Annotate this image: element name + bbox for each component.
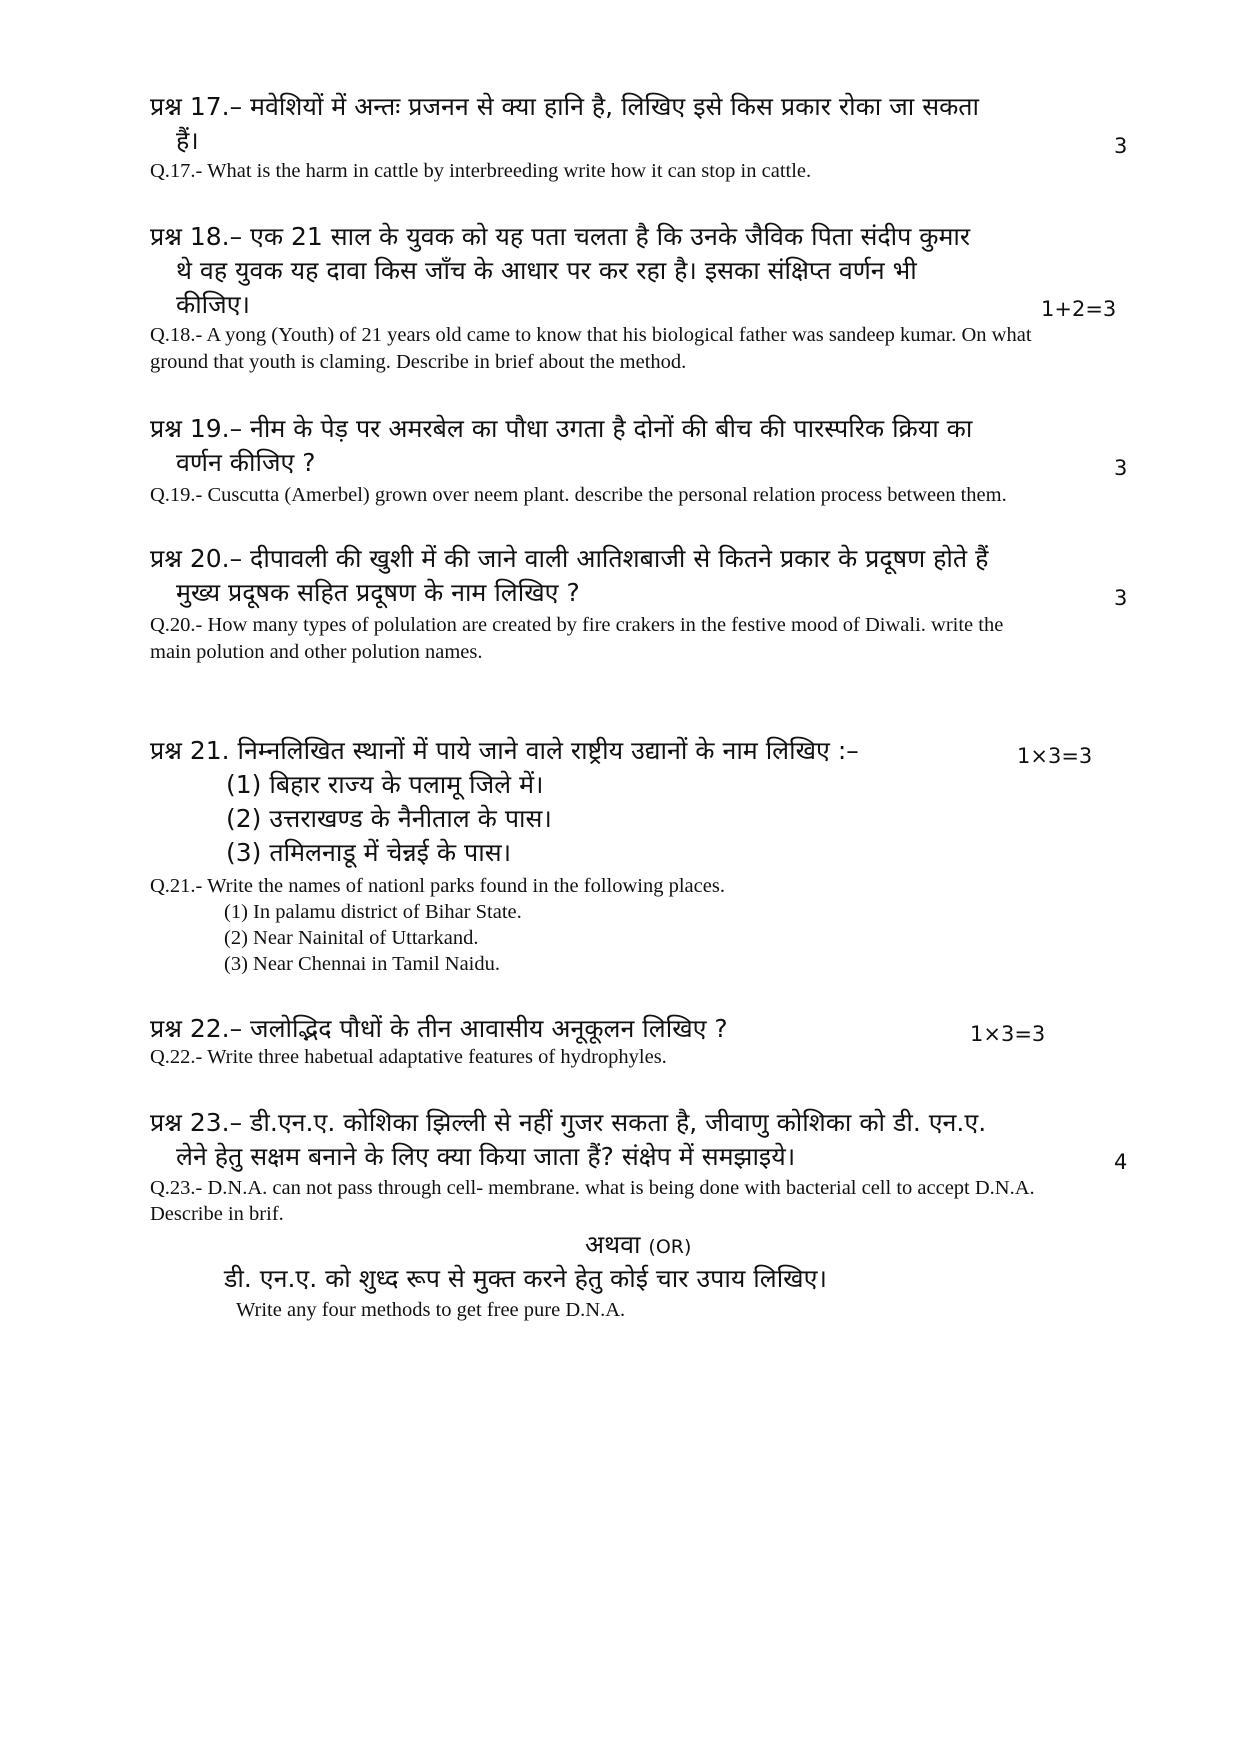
q20-hindi-line-1: प्रश्न 20.– दीपावली की खुशी में की जाने वाली आतिशबाजी से कितने प्रकार के प्रदूषण होते हैं <box>150 544 989 573</box>
q23-or-label <box>585 1228 691 1264</box>
q21-english-line-1: Q.21.- Write the names of nationl parks found in the following places. <box>150 875 725 897</box>
q18-hindi-line-1: प्रश्न 18.– एक 21 साल के युवक को यह पता चलता है कि उनके जैविक पिता संदीप कुमार <box>150 222 971 251</box>
q23-english-line-1: Q.23.- D.N.A. can not pass through cell- membrane. what is being done with bacterial cell to accept D.N.A. <box>150 1177 1035 1199</box>
q20-english-line-1: Q.20.- How many types of polulation are created by fire crakers in the festive mood of Diwali. write the <box>150 614 1004 636</box>
q19-marks: 3 <box>1114 456 1128 480</box>
q22-marks: 1×3=3 <box>970 1022 1046 1046</box>
q21-hindi-item-2: (2) उत्तराखण्ड के नैनीताल के पास। <box>226 804 552 833</box>
q18-hindi-line-3: कीजिए। <box>176 290 251 319</box>
q17-hindi-line-1: प्रश्न 17.– मवेशियों में अन्तः प्रजनन से क्या हानि है, लिखिए इसे किस प्रकार रोका जा सकता <box>150 92 980 121</box>
q23-alternative-english: Write any four methods to get free pure D.N.A. <box>236 1299 626 1321</box>
q23-or-english: (OR) <box>648 1236 692 1258</box>
q17-english-line-1: Q.17.- What is the harm in cattle by interbreeding write how it can stop in cattle. <box>150 160 812 182</box>
q20-marks: 3 <box>1114 586 1128 610</box>
q21-english-item-3: (3) Near Chennai in Tamil Naidu. <box>224 953 500 975</box>
q23-hindi-line-1: प्रश्न 23.– डी.एन.ए. कोशिका झिल्ली से नहीं गुजर सकता है, जीवाणु कोशिका को डी. एन.ए. <box>150 1108 987 1137</box>
q20-hindi-line-2: मुख्य प्रदूषक सहित प्रदूषण के नाम लिखिए ? <box>176 578 580 607</box>
q20-english-line-2: main polution and other polution names. <box>150 641 483 663</box>
q23-hindi-line-2: लेने हेतु सक्षम बनाने के लिए क्या किया जाता हैं? संक्षेप में समझाइये। <box>176 1142 796 1171</box>
q18-english-line-2: ground that youth is claming. Describe in brief about the method. <box>150 351 687 373</box>
q19-hindi-line-2: वर्णन कीजिए ? <box>176 448 316 477</box>
q18-marks: 1+2=3 <box>1041 297 1117 321</box>
q22-english-line-1: Q.22.- Write three habetual adaptative features of hydrophyles. <box>150 1046 667 1068</box>
q21-hindi-item-3: (3) तमिलनाडू में चेन्नई के पास। <box>226 838 512 867</box>
q22-hindi-line-1: प्रश्न 22.– जलोद्भिद पौधों के तीन आवासीय अनूकूलन लिखिए ? <box>150 1014 728 1043</box>
q17-hindi-line-2: हैं। <box>176 126 199 155</box>
q23-marks: 4 <box>1114 1150 1128 1174</box>
q17-marks: 3 <box>1114 134 1128 158</box>
q18-english-line-1: Q.18.- A yong (Youth) of 21 years old came to know that his biological father was sandeep kumar. On what <box>150 324 1032 346</box>
q21-marks: 1×3=3 <box>1017 744 1093 768</box>
q18-hindi-line-2: थे वह युवक यह दावा किस जाँच के आधार पर कर रहा है। इसका संक्षिप्त वर्णन भी <box>176 256 917 285</box>
q21-hindi-item-1: (1) बिहार राज्य के पलामू जिले में। <box>226 770 544 799</box>
q19-hindi-line-1: प्रश्न 19.– नीम के पेड़ पर अमरबेल का पौधा उगता है दोनों की बीच की पारस्परिक क्रिया का <box>150 414 973 443</box>
q23-or-hindi: अथवा <box>585 1230 641 1259</box>
q23-alternative-hindi: डी. एन.ए. को शुध्द रूप से मुक्त करने हेतु कोई चार उपाय लिखिए। <box>224 1264 827 1293</box>
q21-english-item-1: (1) In palamu district of Bihar State. <box>224 901 522 923</box>
q23-english-line-2: Describe in brif. <box>150 1203 284 1225</box>
q19-english-line-1: Q.19.- Cuscutta (Amerbel) grown over neem plant. describe the personal relation process between them. <box>150 484 1007 506</box>
q21-english-item-2: (2) Near Nainital of Uttarkand. <box>224 927 479 949</box>
q21-hindi-line-1: प्रश्न 21. निम्नलिखित स्थानों में पाये जाने वाले राष्ट्रीय उद्यानों के नाम लिखिए :– <box>150 736 859 765</box>
